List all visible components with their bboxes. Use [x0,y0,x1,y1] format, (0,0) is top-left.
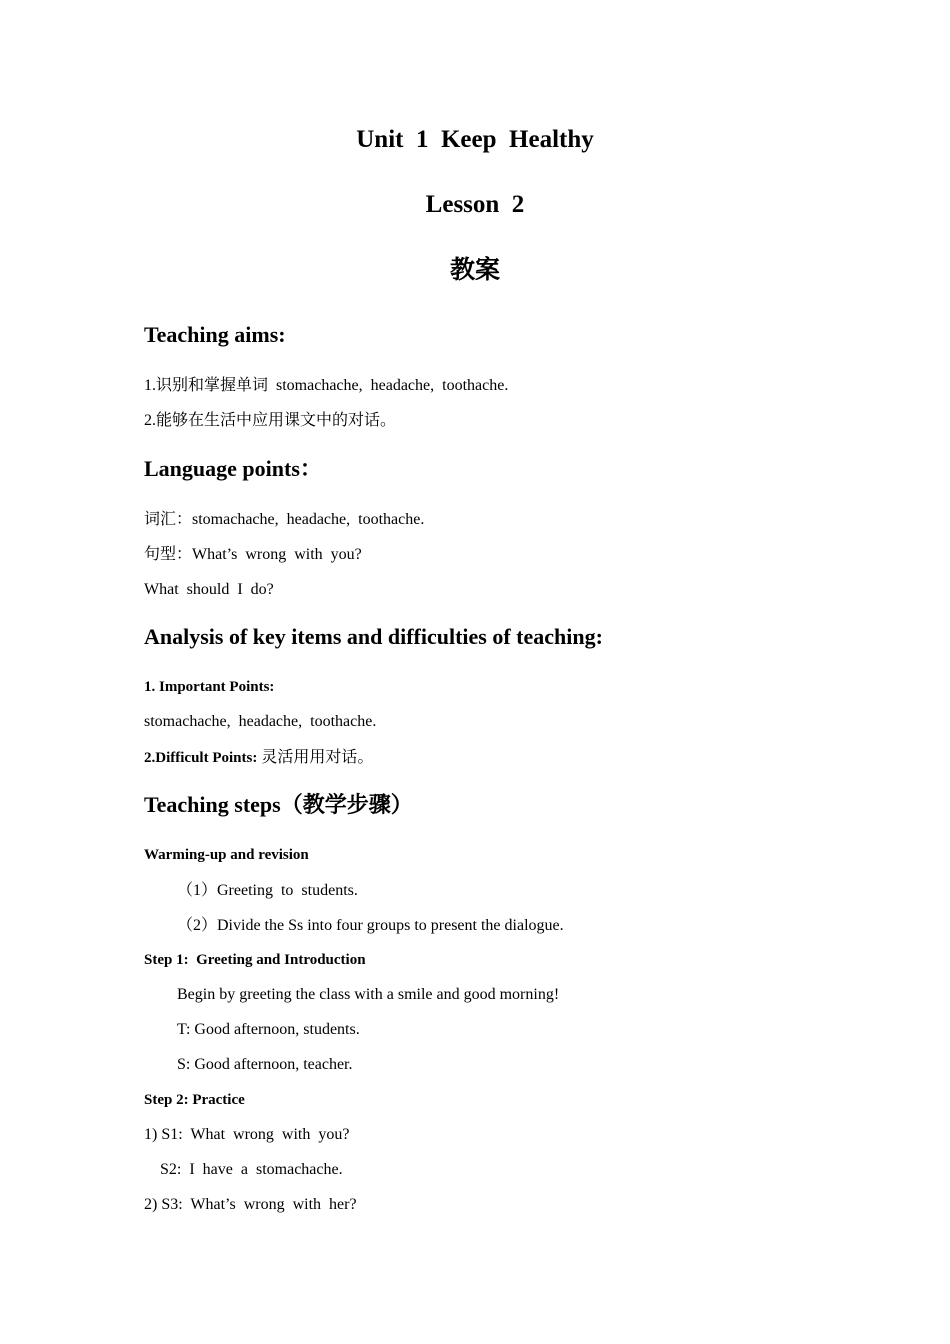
step1-line: T: Good afternoon, students. [177,1021,360,1038]
teaching-aim-item: 2.能够在生活中应用课文中的对话。 [144,412,397,429]
step1-line: Begin by greeting the class with a smile and good morning! [177,986,560,1003]
step1-line: S: Good afternoon, teacher. [177,1056,353,1073]
vocabulary-line: 词汇：stomachache, headache, toothache. [144,511,425,528]
difficult-points-label: 2.Difficult Points: [144,750,258,766]
important-points-text: stomachache, headache, toothache. [144,713,377,730]
sentence-pattern-line-2: What should I do? [144,581,274,598]
step2-line: 1) S1: What wrong with you? [144,1126,350,1143]
step2-line: S2: I have a stomachache. [160,1161,343,1178]
language-points-heading: Language points： [144,456,322,481]
step1-label: Step 1: Greeting and Introduction [144,952,366,968]
unit-title: Unit 1 Keep Healthy [356,126,594,153]
warmup-item: （1）Greeting to students. [177,882,358,899]
step2-line: 2) S3: What’s wrong with her? [144,1196,357,1213]
lesson-title: Lesson 2 [425,191,525,218]
sentence-pattern-line: 句型：What’s wrong with you? [144,546,362,563]
teaching-aim-item: 1.识别和掌握单词 stomachache, headache, toothache. [144,377,509,394]
teaching-aims-heading: Teaching aims: [144,322,286,347]
teaching-steps-heading: Teaching steps（教学步骤） [144,792,413,817]
step2-label: Step 2: Practice [144,1092,245,1108]
warmup-item: （2）Divide the Ss into four groups to present the dialogue. [177,917,564,934]
difficult-points-line [144,748,373,767]
difficult-points-text: 灵活用用对话。 [257,749,374,766]
warmup-label: Warming-up and revision [144,847,309,863]
lesson-plan-title: 教案 [449,257,500,284]
analysis-heading: Analysis of key items and difficulties of teaching: [144,624,603,649]
important-points-label: 1. Important Points: [144,679,275,695]
